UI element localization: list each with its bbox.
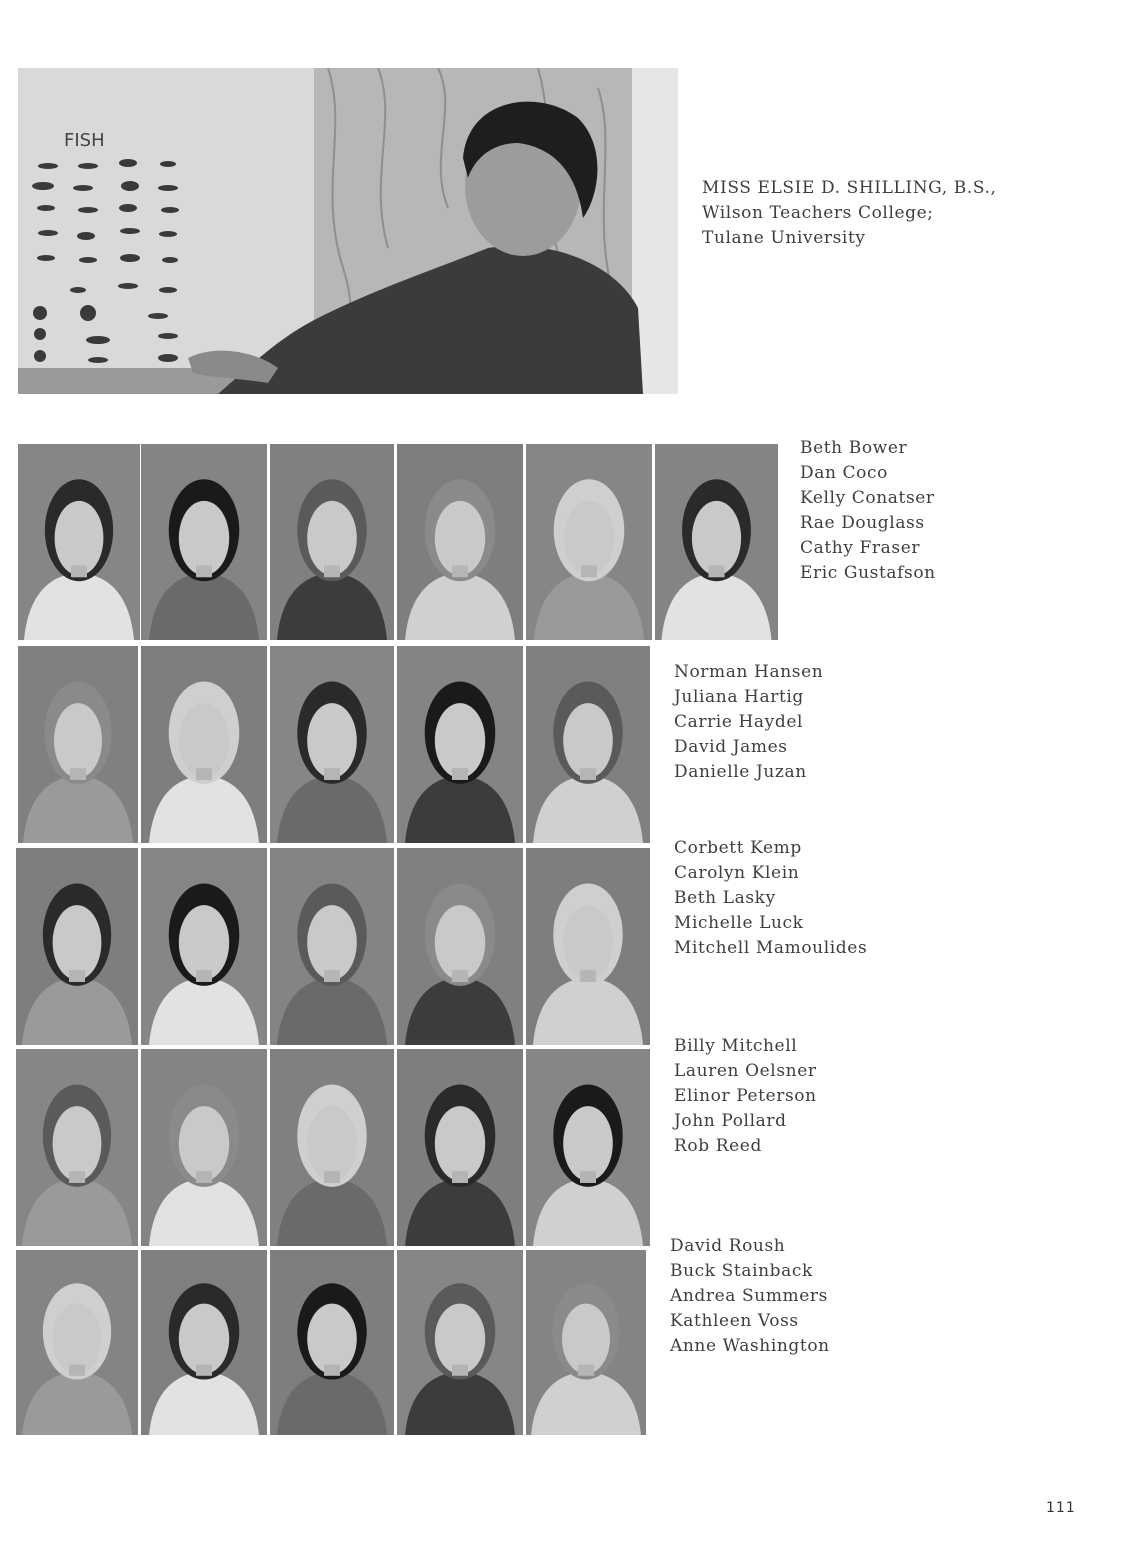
student-portrait [526, 1250, 646, 1435]
student-portrait [526, 646, 650, 843]
names-group-2 [674, 660, 823, 785]
student-portrait [18, 444, 140, 640]
student-portrait [270, 444, 394, 640]
student-name: Kelly Conatser [800, 488, 935, 508]
student-name: Lauren Oelsner [674, 1061, 817, 1081]
student-portrait [397, 848, 523, 1045]
teacher-university: Tulane University [702, 228, 866, 248]
student-name: John Pollard [674, 1111, 787, 1131]
board-title: FISH [64, 130, 105, 151]
student-portrait [16, 1049, 138, 1246]
student-name: Corbett Kemp [674, 838, 802, 858]
names-group-4 [674, 1034, 817, 1159]
student-portrait [526, 1049, 650, 1246]
teacher-photo [18, 68, 678, 394]
student-portrait [397, 1049, 523, 1246]
student-name: Carolyn Klein [674, 863, 800, 883]
student-name: David Roush [670, 1236, 786, 1256]
student-name: Billy Mitchell [674, 1036, 798, 1056]
student-portrait [270, 1049, 394, 1246]
page-number: 111 [1046, 1500, 1076, 1516]
student-portrait [141, 1049, 267, 1246]
teacher-name: MISS ELSIE D. SHILLING, B.S., [702, 178, 997, 198]
student-portrait [526, 848, 650, 1045]
student-name: Rae Douglass [800, 513, 925, 533]
student-portrait [141, 646, 267, 843]
student-portrait [18, 646, 138, 843]
teacher-degree-school: Wilson Teachers College; [702, 203, 934, 223]
student-name: Juliana Hartig [674, 687, 804, 707]
student-portrait [526, 444, 652, 640]
student-name: Danielle Juzan [674, 762, 807, 782]
student-name: Mitchell Mamoulides [674, 938, 868, 958]
student-portrait [141, 444, 267, 640]
student-name: Michelle Luck [674, 913, 804, 933]
student-name: Andrea Summers [670, 1286, 828, 1306]
student-name: Rob Reed [674, 1136, 762, 1156]
student-name: Anne Washington [670, 1336, 830, 1356]
names-group-3 [674, 836, 867, 961]
student-portrait [141, 1250, 267, 1435]
student-portrait [397, 646, 523, 843]
names-group-5 [670, 1234, 830, 1359]
student-name: Buck Stainback [670, 1261, 813, 1281]
student-name: Norman Hansen [674, 662, 824, 682]
student-name: Kathleen Voss [670, 1311, 799, 1331]
student-name: Carrie Haydel [674, 712, 804, 732]
student-portrait [270, 646, 394, 843]
student-portrait [16, 1250, 138, 1435]
names-group-1 [800, 436, 936, 586]
student-name: David James [674, 737, 788, 757]
student-portrait [397, 444, 523, 640]
student-portrait [270, 1250, 394, 1435]
student-name: Cathy Fraser [800, 538, 921, 558]
student-portrait [16, 848, 138, 1045]
student-portrait [655, 444, 778, 640]
student-portrait [397, 1250, 523, 1435]
student-name: Beth Lasky [674, 888, 776, 908]
student-portrait [270, 848, 394, 1045]
student-name: Eric Gustafson [800, 563, 936, 583]
teacher-caption [702, 176, 997, 251]
student-portrait [141, 848, 267, 1045]
student-name: Elinor Peterson [674, 1086, 817, 1106]
student-name: Beth Bower [800, 438, 908, 458]
student-name: Dan Coco [800, 463, 888, 483]
